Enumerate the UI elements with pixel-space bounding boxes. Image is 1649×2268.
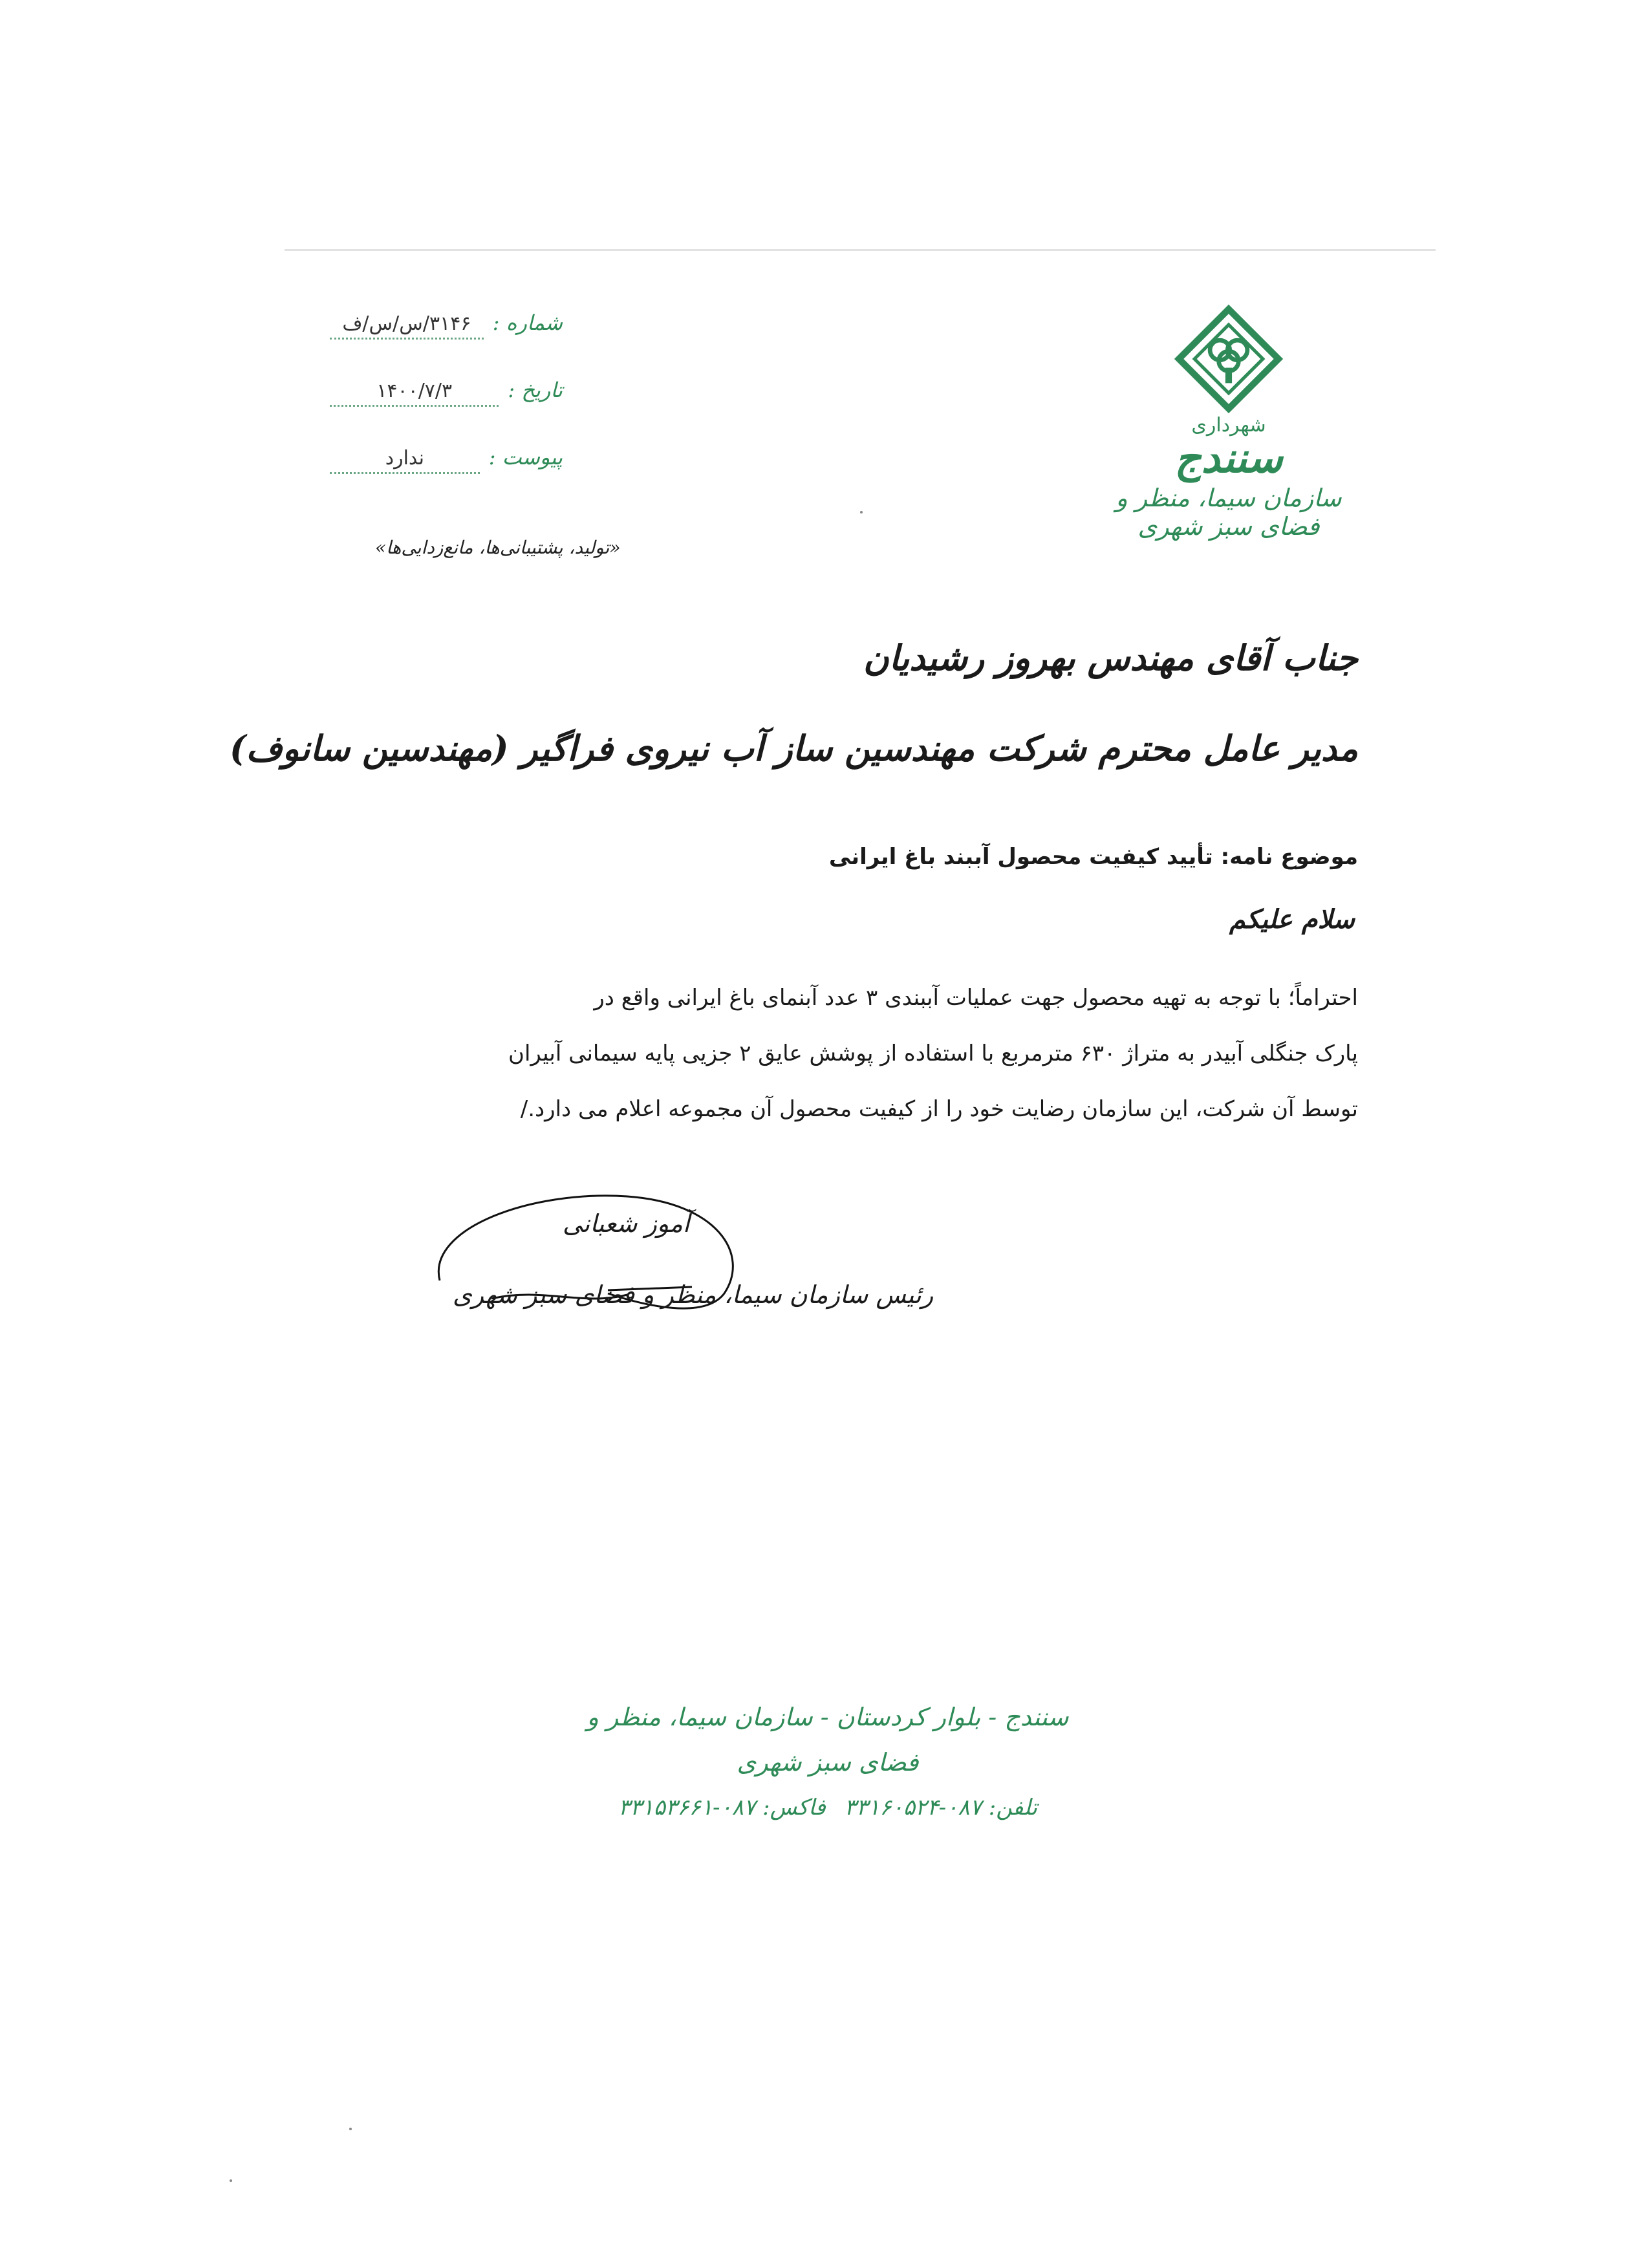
recipient-name: جناب آقای مهندس بهروز رشیدیان	[863, 637, 1358, 678]
body-line: پارک جنگلی آبیدر به متراژ ۶۳۰ مترمربع با استفاده از پوشش عایق ۲ جزیی پایه سیمانی آبیران	[508, 1041, 1358, 1066]
footer-address: سنندج - بلوار کردستان - سازمان سیما، منظر و فضای سبز شهری	[587, 1703, 1069, 1777]
footer-fax: فاکس: ۰۸۷-۳۳۱۵۳۶۶۱	[618, 1795, 826, 1820]
body-line: توسط آن شرکت، این سازمان رضایت خود را از کیفیت محصول آن مجموعه اعلام می دارد./	[520, 1096, 1358, 1122]
letter-attachment-row	[330, 445, 563, 512]
scan-speck	[230, 2179, 232, 2182]
scan-speck	[860, 511, 863, 513]
municipality-label: شهرداری	[1191, 414, 1266, 437]
letter-number-value: ۳۱۴۶/س/س/ف	[330, 312, 484, 340]
subject-label: موضوع نامه:	[1220, 844, 1358, 870]
letter-body	[369, 970, 1358, 1137]
scan-speck	[349, 2128, 352, 2130]
subject-text: تأیید کیفیت محصول آببند باغ ایرانی	[828, 844, 1213, 870]
city-name: سنندج	[1174, 434, 1283, 482]
organization-name: سازمان سیما، منظر و فضای سبز شهری	[1116, 484, 1342, 541]
letter-date-row	[330, 378, 563, 445]
letter-attachment-label: پیوست :	[488, 445, 563, 470]
letter-date-value: ۱۴۰۰/۷/۳	[330, 380, 499, 407]
footer-phone: تلفن: ۰۸۷-۳۳۱۶۰۵۲۴	[844, 1795, 1038, 1820]
signature-block	[414, 1183, 934, 1352]
signature-stroke-icon	[414, 1183, 776, 1352]
letterhead	[1086, 304, 1371, 541]
signer-name: آموز شعبانی	[563, 1209, 690, 1238]
subject-line	[829, 844, 1358, 870]
recipient-title: مدیر عامل محترم شرکت مهندسین ساز آب نیروی فراگیر (مهندسین سانوف)	[229, 728, 1358, 769]
signer-title: رئیس سازمان سیما، منظر و فضای سبز شهری	[453, 1280, 934, 1309]
body-line: احتراماً؛ با توجه به تهیه محصول جهت عملیات آببندی ۳ عدد آبنمای باغ ایرانی واقع در	[594, 985, 1358, 1011]
paper-edge	[285, 249, 1436, 251]
salutation: سلام علیکم	[1229, 904, 1355, 934]
motto: «تولید، پشتیبانی‌ها، مانع‌زدایی‌ها»	[375, 537, 621, 558]
letter-number-label: شماره :	[492, 310, 563, 335]
letter-meta	[330, 310, 563, 512]
letter-footer	[582, 1694, 1073, 1830]
tree-diamond-logo-icon	[1174, 304, 1284, 414]
letter-date-label: تاریخ :	[508, 378, 563, 402]
footer-contacts	[582, 1785, 1073, 1830]
letter-attachment-value: ندارد	[330, 447, 480, 474]
letter-number-row	[330, 310, 563, 378]
